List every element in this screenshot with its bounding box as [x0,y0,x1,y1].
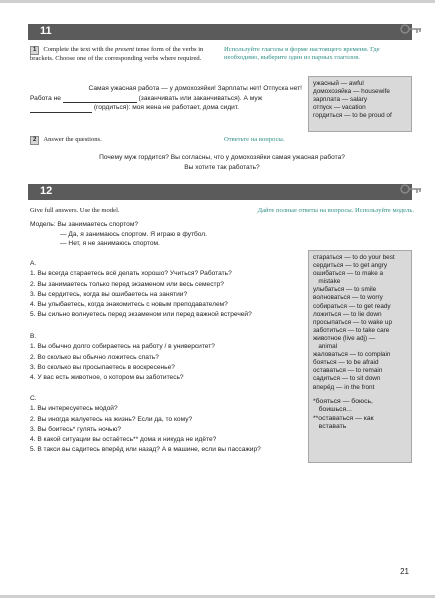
list-item: 4. В какой ситуации вы остаётесь** дома и никуда не идёте? [30,436,217,444]
model-example: Модель: Вы занимаетесь спортом? — Да, я занимаюсь спортом. Я играю в футбол. — Нет, я не занимаюсь спортом. [30,221,207,248]
exercise-number-badge: 2 [30,136,39,145]
group-label: C. [30,395,37,402]
question-group-c [30,394,304,456]
exercise-2-questions: Почему муж гордится? Вы согласны, что у домохозяйки самая ужасная работа? Вы хотите так работать? [99,154,345,171]
answer-blank[interactable] [63,95,137,103]
exercise-1-text: Самая ужасная работа — у домохозяйки! Зарплаты нет! Отпуска нет! Работа не (заканчивать или заканчиваться). А муж (гордиться): моя жена не работает, дома сидит. [30,85,302,112]
vocabulary-box-12 [308,250,412,463]
exercise-2-instructions-en: 2 Answer the questions. [30,136,220,145]
vocab-entry: animal [313,343,338,351]
vocab-entry: животное (live adj) — [313,334,376,342]
answer-blank[interactable] [30,105,92,113]
question-group-a [30,259,304,321]
vocab-entry: гордиться — to be proud of [313,112,392,120]
page-top-border [0,0,435,3]
vocab-entry: ошибаться — to make a [313,270,384,278]
vocab-entry: стараться — to do your best [313,254,395,261]
vocab-entry: садиться — to sit down [313,375,381,383]
section-number: 11 [40,25,52,37]
vocab-entry: ложиться — to lie down [313,310,382,318]
list-item: 4. Вы улыбаетесь, когда знакомитесь с новым преподавателем? [30,301,228,309]
vocab-entry: заботиться — to take care [313,326,390,334]
vocab-entry: зарплата — salary [313,96,368,104]
vocab-entry: оставаться — to remain [313,367,383,375]
section-header-12 [28,184,412,200]
page-number: 21 [400,567,409,576]
list-item: 2. Во сколько вы обычно ложитесь спать? [30,353,159,361]
vocab-entry: вперёд — in the front [313,383,375,391]
list-item: 5. Вы сильно волнуетесь перед экзаменом или перед важной встречей? [30,311,252,319]
key-icon [400,22,422,36]
vocab-note: *бояться — боюсь, [313,397,373,405]
vocab-entry: mistake [313,278,341,286]
vocab-entry: волноваться — to worry [313,294,383,302]
group-label: B. [30,333,37,340]
vocab-entry: ужасный — awful [313,80,364,87]
vocab-note: вставать [313,423,347,431]
vocab-note: боишься... [313,406,352,414]
list-item: 3. Во сколько вы просыпаетесь в воскресенье? [30,363,175,371]
exercise-2-instructions-ru: Ответьте на вопросы. [224,136,285,143]
vocab-entry: улыбаться — to smile [313,286,377,294]
list-item: 3. Вы сердитесь, когда вы ошибаетесь на занятии? [30,290,188,298]
vocab-note: **оставаться — как [313,414,374,422]
list-item: 2. Вы занимаетесь только перед экзаменом или весь семестр? [30,280,224,288]
list-item: 5. В такси вы садитесь вперёд или назад? А в машине, если вы пассажир? [30,446,261,454]
list-item: 4. У вас есть животное, о котором вы заботитесь? [30,374,184,382]
vocab-entry: просыпаться — to wake up [313,318,392,326]
vocab-entry: сердиться — to get angry [313,262,388,270]
key-icon [400,182,422,196]
list-item: 1. Вы интересуетесь модой? [30,405,118,413]
list-item: 3. Вы боитесь* гулять ночью? [30,425,122,433]
vocab-entry: собираться — to get ready [313,302,391,310]
question-group-b [30,332,304,383]
exercise-1-instructions-en: 1 Complete the text with the present tense form of the verbs in brackets. Choose one of the corresponding verbs where required. [30,46,204,62]
vocab-entry: жаловаться — to complain [313,351,391,359]
list-item: 1. Вы обычно долго собираетесь на работу / в университет? [30,343,215,351]
vocab-entry: домохозяйка — housewife [313,88,390,96]
list-item: 2. Вы иногда жалуетесь на жизнь? Если да, то кому? [30,415,193,423]
list-item: 1. Вы всегда стараетесь всё делать хорошо? Учиться? Работать? [30,270,232,278]
vocabulary-box-11 [308,76,412,132]
exercise-1-instructions-ru: Используйте глаголы в форме настоящего времени. Где необходимо, выберите один из парных глаголов. [224,46,380,62]
vocab-entry: бояться — to be afraid [313,359,379,367]
model-label: Модель: [30,221,56,228]
exercise-12-instructions-ru: Дайте полные ответы на вопросы. Используйте модель. [257,207,414,214]
exercise-12-instructions-en: Give full answers. Use the model. [30,207,120,214]
section-number: 12 [40,185,53,197]
section-header-11 [28,24,412,40]
exercise-number-badge: 1 [30,46,39,55]
group-label: А. [30,260,37,267]
vocab-entry: отпуск — vacation [313,104,366,112]
